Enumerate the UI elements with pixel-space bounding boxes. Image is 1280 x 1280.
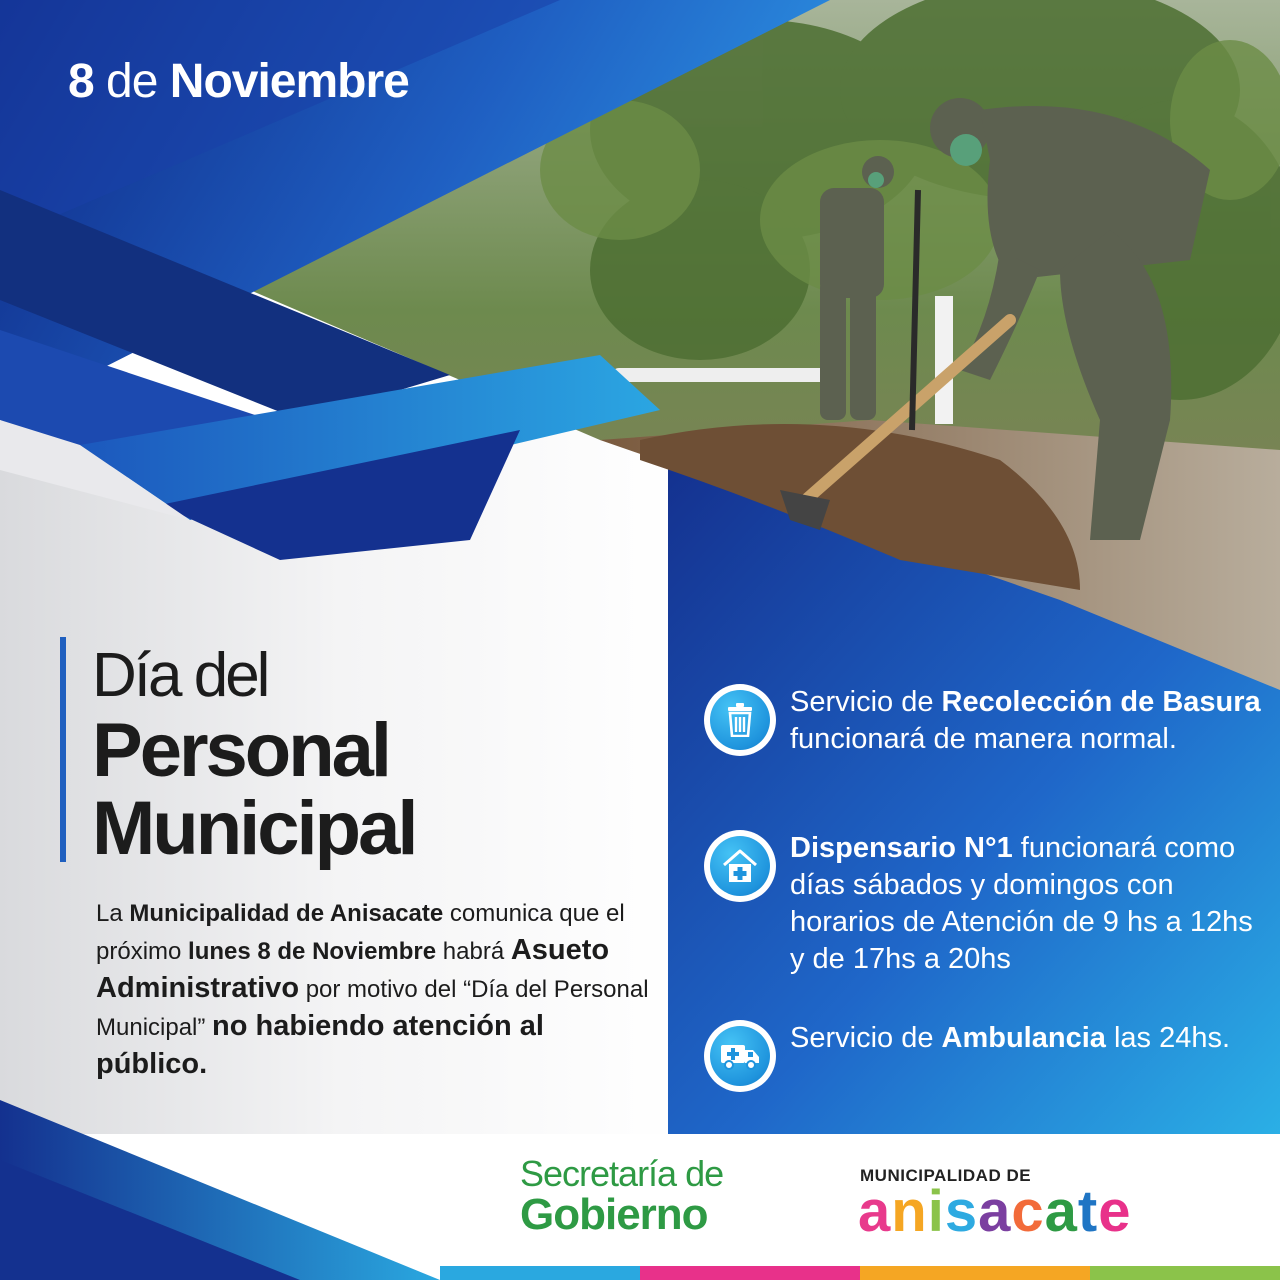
logo-letter: e — [1098, 1179, 1132, 1244]
logo-letter: t — [1077, 1179, 1099, 1244]
announcement-part: por motivo del “Día del Personal Municipal” — [96, 976, 649, 1041]
service-text-part: funcionará de manera normal. — [790, 723, 1177, 755]
title-line-2: Personal — [92, 708, 390, 793]
logo-letter: a — [858, 1179, 892, 1244]
logo-letter: c — [1011, 1179, 1045, 1244]
announcement-part: habrá — [436, 938, 511, 965]
logo-letter: s — [944, 1179, 979, 1244]
municipalidad-label: MUNICIPALIDAD DE — [860, 1166, 1032, 1185]
announcement-text — [96, 896, 656, 1084]
service-text-part: las 24hs. — [1105, 1022, 1231, 1054]
announcement-part: comunica que el próximo — [96, 900, 625, 965]
secretaria-line-1: Secretaría de — [520, 1153, 724, 1194]
secretaria-line-2: Gobierno — [520, 1190, 708, 1239]
service-dispensary-name: Dispensario N°1 — [790, 832, 1013, 864]
date-de: de — [106, 55, 158, 108]
ambulance-icon — [704, 1020, 776, 1092]
secretaria-logo — [520, 1153, 724, 1239]
service-ambulance-text — [790, 1020, 1270, 1057]
service-ambulance — [704, 1020, 1264, 1100]
title-line-1: Día del — [92, 641, 268, 710]
service-text-part: Servicio de — [790, 1022, 942, 1054]
date-header — [68, 52, 409, 112]
service-garbage-text — [790, 684, 1270, 758]
announcement-no-attention: no habiendo atención al público. — [96, 1010, 544, 1080]
announcement-part: La — [96, 900, 130, 927]
service-dispensary — [704, 830, 1264, 980]
service-text-part: funcionará como días sábados y domingos con horarios de Atención de 9 hs a 12hs y de 17hs a 20hs — [790, 832, 1253, 975]
announcement-asueto: Asueto Administrativo — [96, 934, 610, 1004]
trash-icon — [704, 684, 776, 756]
service-text-part: Servicio de — [790, 686, 942, 718]
date-month: Noviembre — [169, 55, 409, 108]
service-ambulance-name: Ambulancia — [941, 1022, 1106, 1054]
health-center-icon — [704, 830, 776, 902]
date-number: 8 — [68, 55, 94, 108]
logo-letter: a — [1044, 1179, 1078, 1244]
logo-letter: i — [927, 1179, 945, 1244]
service-dispensary-text — [790, 830, 1270, 978]
anisacate-logo — [858, 1179, 1132, 1244]
service-garbage-name: Recolección de Basura — [941, 686, 1261, 718]
logo-letter: a — [978, 1179, 1012, 1244]
announcement-date: lunes 8 de Noviembre — [188, 938, 437, 965]
title-accent-bar — [60, 637, 66, 862]
announcement-municipality: Municipalidad de Anisacate — [129, 900, 444, 927]
title-line-3: Municipal — [92, 786, 416, 871]
logo-letter: n — [891, 1179, 928, 1244]
service-garbage — [704, 684, 1264, 804]
page-title — [92, 640, 416, 871]
